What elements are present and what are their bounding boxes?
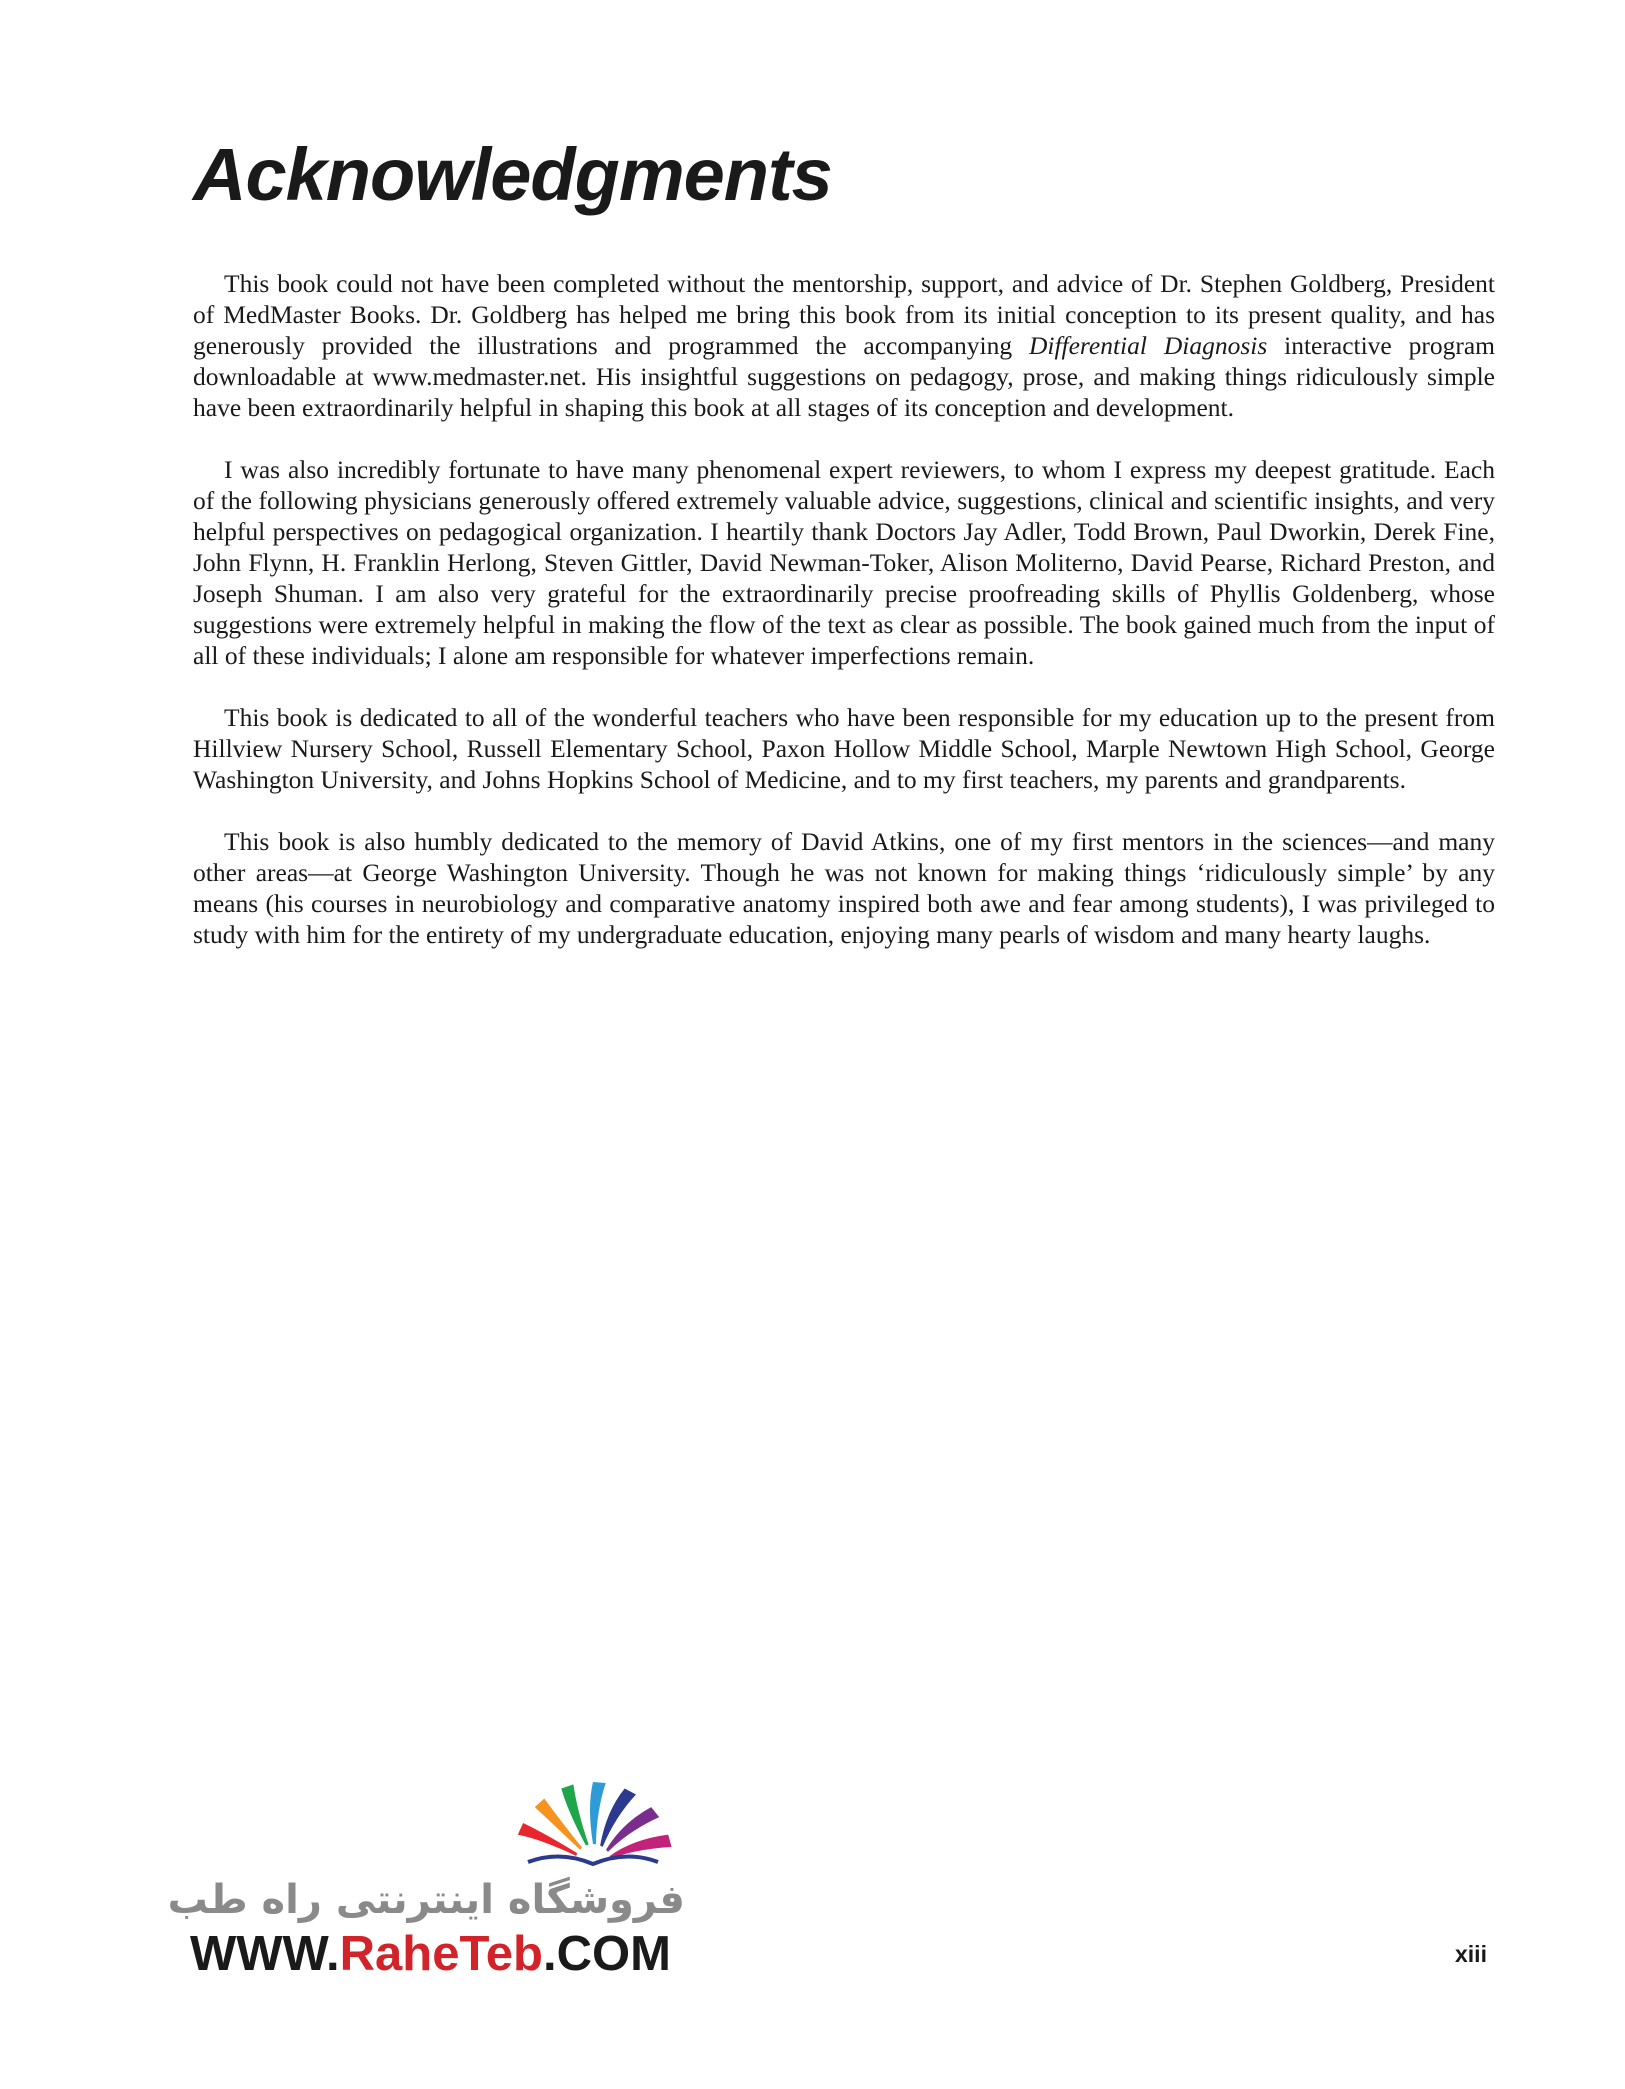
page-title: Acknowledgments [193,133,832,216]
watermark-logo [167,1780,690,1981]
watermark-url [190,1926,671,1982]
open-book-icon [508,1780,678,1870]
paragraph-mentorship [193,268,1495,423]
paragraph-teachers: This book is dedicated to all of the wonderful teachers who have been responsible for my education up to the present from Hillview Nursery School, Russell Elementary School, Paxon Hollow Middle School, Marple Newtown High School, George Washington University, and Johns Hopkins School of Medicine, and to my first teachers, my parents and grandparents. [193,703,1495,794]
paragraph-memorial: This book is also humbly dedicated to the memory of David Atkins, one of my first mentors in the sciences—and many other areas—at George Washington University. Though he was not known for making things ‘ridiculously simple’ by any means (his courses in neurobiology and comparative anatomy inspired both awe and fear among students), I was privileged to study with him for the entirety of my undergraduate education, enjoying many pearls of wisdom and many hearty laughs. [193,827,1495,949]
paragraph-text: interactive program downloadable at www.medmaster.net. His insightful suggestions on pedagogy, prose, and making things ridiculously simple have been extraordinarily helpful in shaping this book at all stages of its conception and development. [193,331,1495,422]
book-spine [528,1856,658,1864]
watermark-persian-text: فروشگاه اینترنتی راه طب [167,1877,685,1923]
program-title: Differential Diagnosis [1028,331,1268,360]
acknowledgments-body [193,268,1495,981]
book-page-stroke [561,1784,588,1845]
paragraph-text: This book could not have been completed without the mentorship, support, and advice of Dr. Stephen Goldberg, President of MedMaster Books. Dr. Goldberg has helped me bring this book from its initial conception to its present quality, and has generously provided the illustrations and programmed the accompanying [193,269,1495,360]
page-number: xiii [1455,1941,1487,1967]
url-brand: RaheTeb [339,1927,543,1981]
book-page-stroke [518,1823,577,1856]
url-suffix: .COM [542,1927,671,1981]
url-prefix: WWW. [190,1927,340,1981]
paragraph-reviewers: I was also incredibly fortunate to have many phenomenal expert reviewers, to whom I express my deepest gratitude. Each of the following physicians generously offered extremely valuable advice, suggestions, clinical and scientific insights, and very helpful perspectives on pedagogical organization. I heartily thank Doctors Jay Adler, Todd Brown, Paul Dworkin, Derek Fine, John Flynn, H. Franklin Herlong, Steven Gittler, David Newman-Toker, Alison Moliterno, David Pearse, Richard Preston, and Joseph Shuman. I am also very grateful for the extraordinarily precise proofreading skills of Phyllis Goldenberg, whose suggestions were extremely helpful in making the flow of the text as clear as possible. The book gained much from the input of all of these individuals; I alone am responsible for whatever imperfections remain. [193,455,1495,670]
